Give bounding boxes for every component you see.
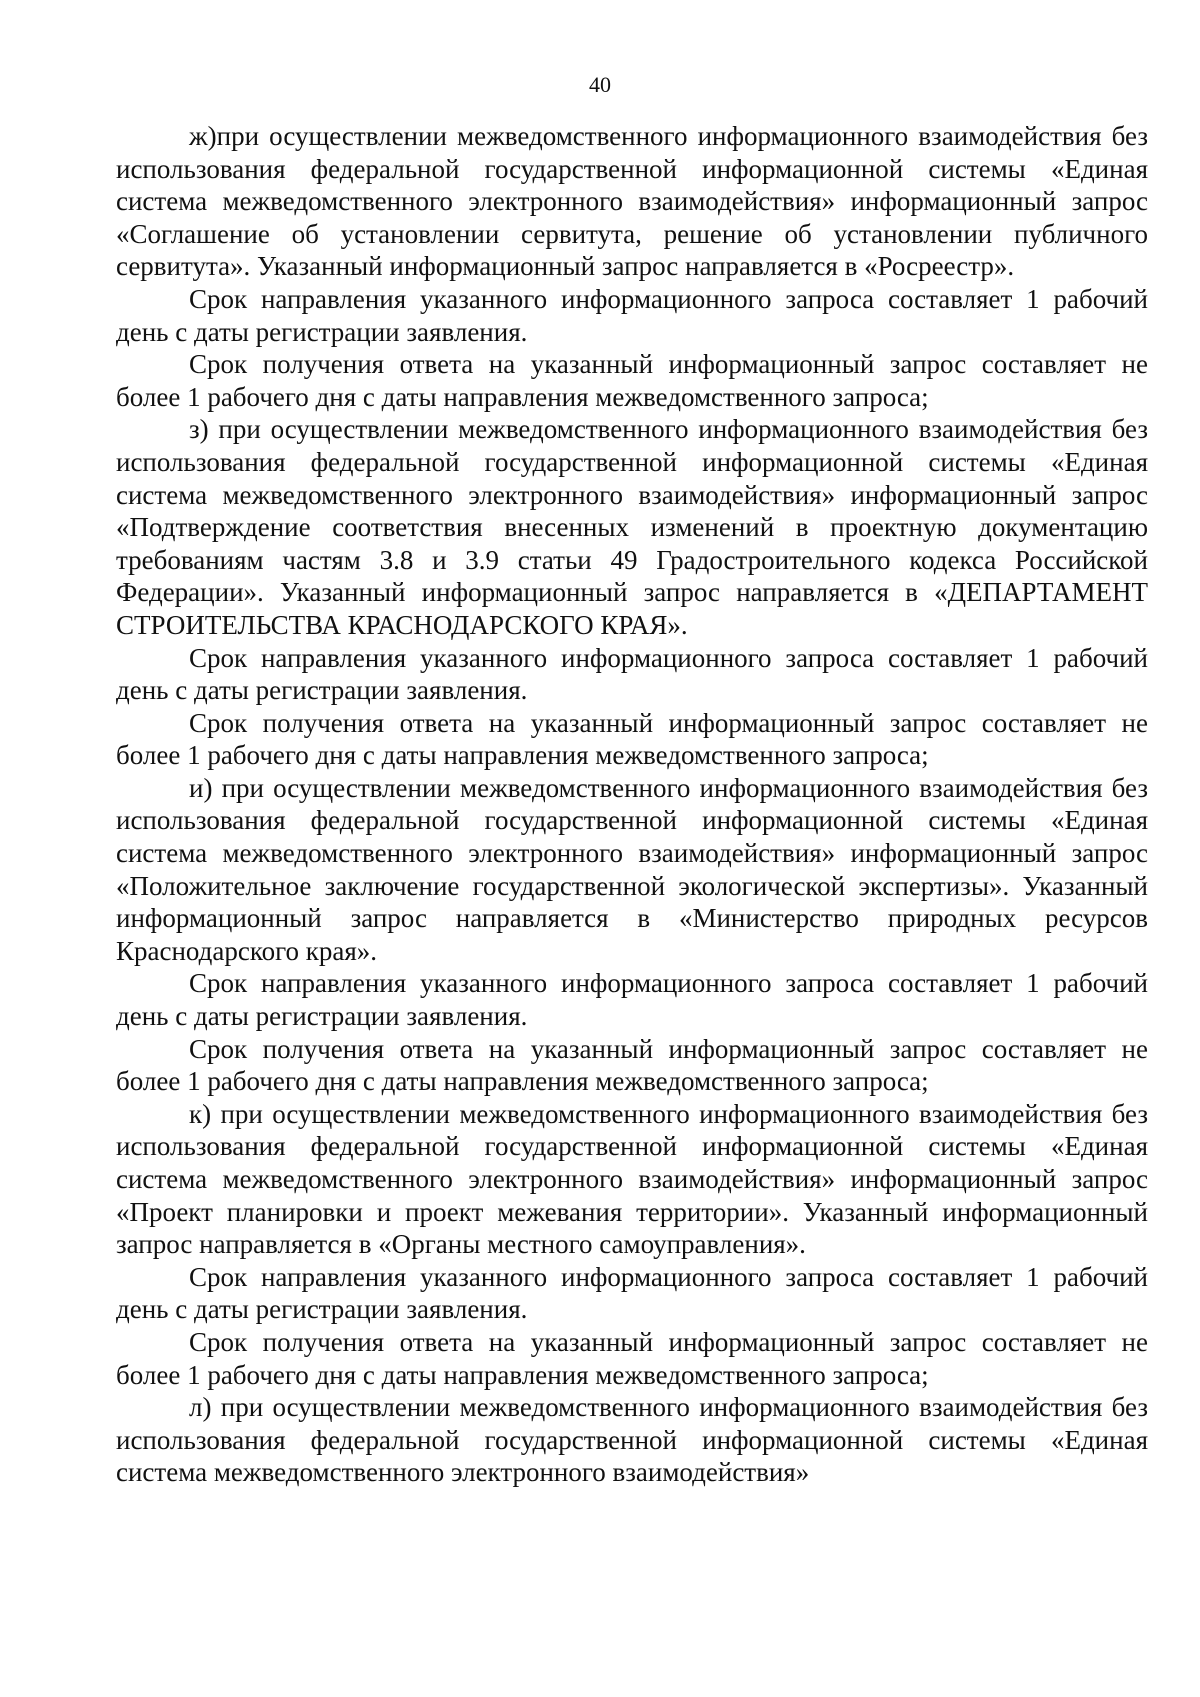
page-number: 40 <box>589 72 611 97</box>
paragraph-response-deadline: Срок получения ответа на указанный информационный запрос составляет не более 1 рабочего дня с даты направления межведомственного запроса; <box>116 1326 1148 1390</box>
paragraph-i-request-ecology-ministry: и) при осуществлении межведомственного информационного взаимодействия без использования федеральной государственной информационной системы «Единая система межведомственного электронного взаимодействия» информационный запрос «Положительное заключение государственной экологической экспертизы». Указанный информационный запрос направляется в «Министерство природных ресурсов Краснодарского края». <box>116 772 1148 966</box>
paragraph-response-deadline: Срок получения ответа на указанный информационный запрос составляет не более 1 рабочего дня с даты направления межведомственного запроса; <box>116 349 1148 412</box>
paragraph-z-request-construction-dept: з) при осуществлении межведомственного информационного взаимодействия без использования федеральной государственной информационной системы «Единая система межведомственного электронного взаимодействия» информационный запрос «Подтверждение соответствия внесенных изменений в проектную документацию требованиям частям 3.8 и 3.9 статьи 49 Градостроительного кодекса Российской Федерации». Указанный информационный запрос направляется в «ДЕПАРТАМЕНТ СТРОИТЕЛЬСТВА КРАСНОДАРСКОГО КРАЯ». <box>116 414 1148 640</box>
paragraph-k-request-local-government: к) при осуществлении межведомственного информационного взаимодействия без использования федеральной государственной информационной системы «Единая система межведомственного электронного взаимодействия» информационный запрос «Проект планировки и проект межевания территории». Указанный информационный запрос направляется в «Органы местного самоуправления». <box>116 1098 1148 1260</box>
paragraph-send-deadline: Срок направления указанного информационного запроса составляет 1 рабочий день с даты регистрации заявления. <box>116 1261 1148 1325</box>
document-body <box>116 120 1148 1489</box>
paragraph-response-deadline: Срок получения ответа на указанный информационный запрос составляет не более 1 рабочего дня с даты направления межведомственного запроса; <box>116 707 1148 771</box>
paragraph-send-deadline: Срок направления указанного информационного запроса составляет 1 рабочий день с даты регистрации заявления. <box>116 283 1148 347</box>
paragraph-zh-request-rosreestr: ж)при осуществлении межведомственного информационного взаимодействия без использования федеральной государственной информационной системы «Единая система межведомственного электронного взаимодействия» информационный запрос «Соглашение об установлении сервитута, решение об установлении публичного сервитута». Указанный информационный запрос направляется в «Росреестр». <box>116 121 1148 282</box>
paragraph-send-deadline: Срок направления указанного информационного запроса составляет 1 рабочий день с даты регистрации заявления. <box>116 642 1148 706</box>
paragraph-send-deadline: Срок направления указанного информационного запроса составляет 1 рабочий день с даты регистрации заявления. <box>116 968 1148 1032</box>
paragraph-l-request-start: л) при осуществлении межведомственного информационного взаимодействия без использования федеральной государственной информационной системы «Единая система межведомственного электронного взаимодействия» <box>116 1392 1148 1488</box>
paragraph-response-deadline: Срок получения ответа на указанный информационный запрос составляет не более 1 рабочего дня с даты направления межведомственного запроса; <box>116 1033 1148 1097</box>
